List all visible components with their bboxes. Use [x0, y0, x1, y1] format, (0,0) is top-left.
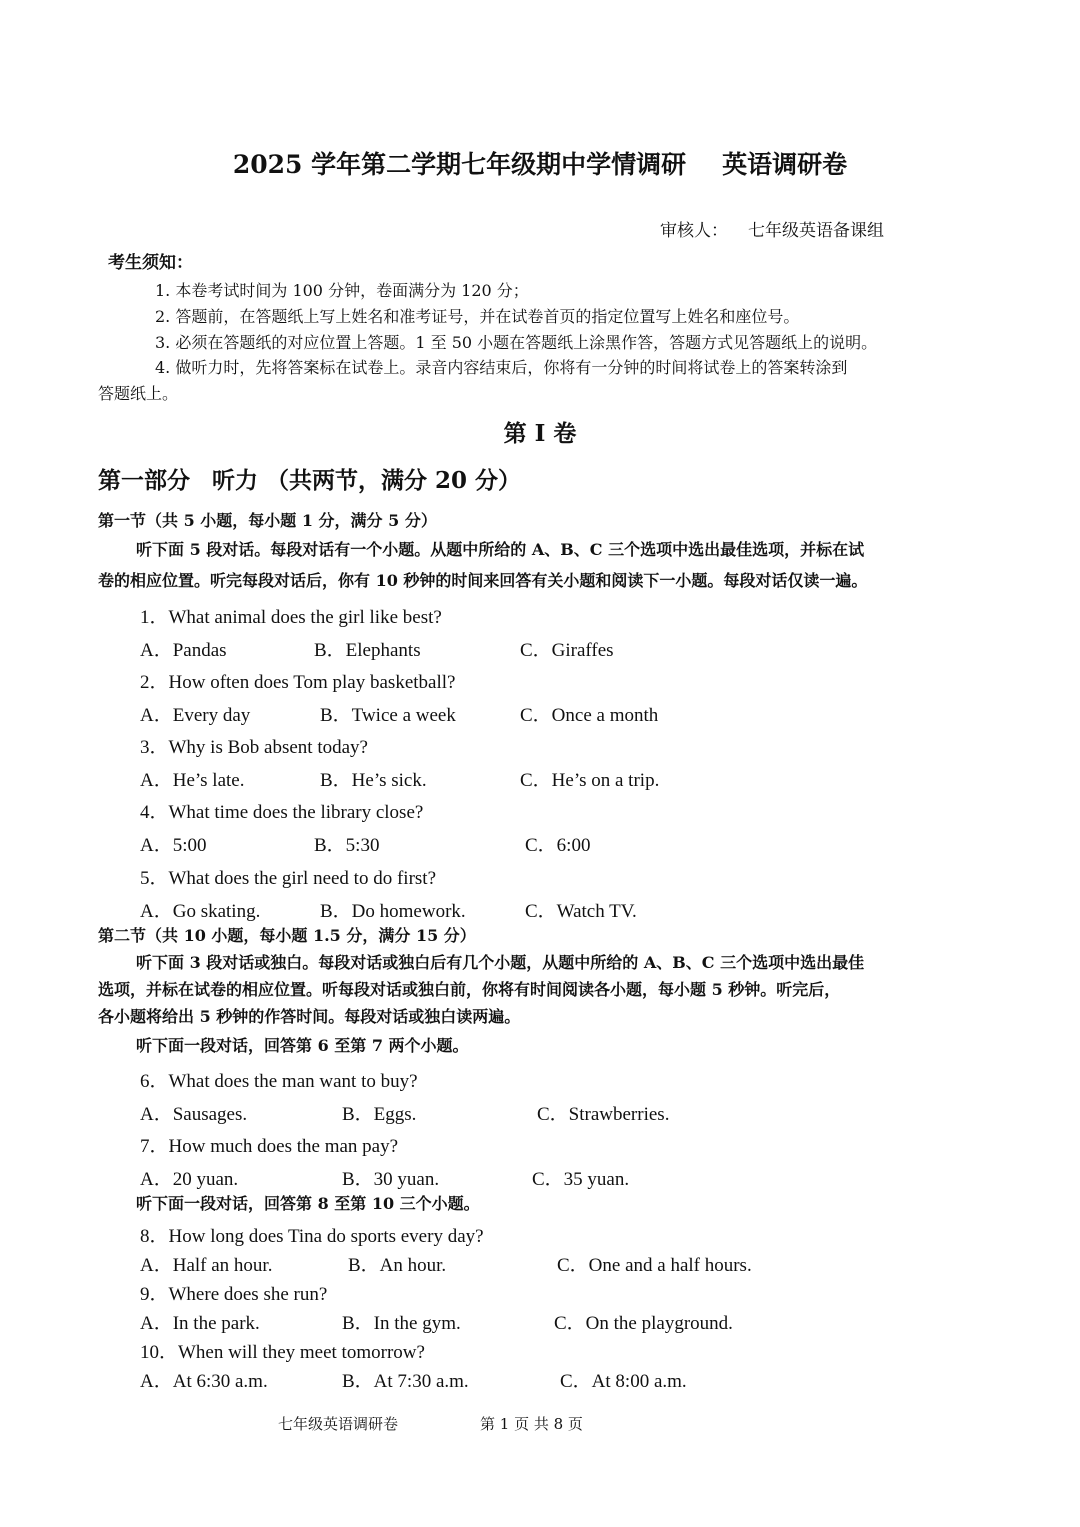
q3-option-a: A．He’s late. [140, 770, 245, 791]
part1-title [98, 462, 521, 495]
notice-item-3: 3. 必须在答题纸的对应位置上答题。1 至 50 小题在答题纸上涂黑作答，答题方式见答题纸上的说明。 [155, 333, 878, 352]
q6-option-a: A．Sausages. [140, 1104, 248, 1125]
q9-option-b: B．In the gym. [342, 1313, 461, 1334]
q7-option-b: B．30 yuan. [342, 1169, 440, 1190]
reviewer-label: 审核人： [660, 221, 728, 241]
q6-option-c: C．Strawberries. [537, 1104, 670, 1125]
q1-option-b: B．Elephants [314, 640, 421, 661]
reviewer-value: 七年级英语备课组 [748, 221, 884, 241]
q7-option-c: C．35 yuan. [532, 1169, 630, 1190]
reviewer-line [660, 216, 884, 241]
section2-dialog-8-10: 听下面一段对话，回答第 8 至第 10 三个小题。 [136, 1194, 480, 1213]
notice-item-4: 4. 做听力时，先将答案标在试卷上。录音内容结束后，你将有一分钟的时间将试卷上的答案转涂到 [155, 358, 848, 377]
section2-instruction-line1: 听下面 3 段对话或独白。每段对话或独白后有几个小题，从题中所给的 A、B、C 三个选项中选出最佳 [136, 953, 865, 972]
q4-option-c: C．6:00 [525, 835, 591, 856]
q2-option-a: A．Every day [140, 705, 251, 726]
exam-title-sub: 英语调研卷 [722, 150, 848, 179]
q1-option-c: C．Giraffes [520, 640, 614, 661]
q1-option-a: A．Pandas [140, 640, 227, 661]
section1-title: 第一节（共 5 小题，每小题 1 分，满分 5 分） [98, 511, 437, 530]
q2-option-b: B．Twice a week [320, 705, 456, 726]
q6-option-b: B．Eggs. [342, 1104, 417, 1125]
notice-item-4-cont: 答题纸上。 [98, 384, 179, 403]
notice-item-2: 2. 答题前，在答题纸上写上姓名和准考证号，并在试卷首页的指定位置写上姓名和座位号。 [155, 307, 800, 326]
q4-option-b: B．5:30 [314, 835, 380, 856]
q5-option-b: B．Do homework. [320, 901, 466, 922]
question-1: 1．What animal does the girl like best? [140, 607, 442, 628]
question-7: 7．How much does the man pay? [140, 1136, 399, 1157]
notice-heading: 考生须知： [108, 253, 193, 273]
section2-dialog-6-7: 听下面一段对话，回答第 6 至第 7 两个小题。 [136, 1036, 469, 1055]
notice-item-1: 1. 本卷考试时间为 100 分钟，卷面满分为 120 分； [155, 281, 529, 300]
question-3: 3．Why is Bob absent today? [140, 737, 368, 758]
part1-subtitle: 听力 （共两节，满分 20 分） [212, 467, 522, 494]
section2-instruction-line3: 各小题将给出 5 秒钟的作答时间。每段对话或独白读两遍。 [98, 1007, 521, 1026]
footer-title: 七年级英语调研卷 [278, 1415, 399, 1433]
q8-option-b: B．An hour. [348, 1255, 447, 1276]
question-8: 8．How long does Tina do sports every day? [140, 1226, 484, 1247]
section2-title: 第二节（共 10 小题，每小题 1.5 分，满分 15 分） [98, 926, 476, 945]
q8-option-c: C．One and a half hours. [557, 1255, 752, 1276]
section1-instruction-line1: 听下面 5 段对话。每段对话有一个小题。从题中所给的 A、B、C 三个选项中选出最佳选项，并标在试 [136, 540, 865, 559]
q3-option-c: C．He’s on a trip. [520, 770, 660, 791]
footer-page-number: 第 1 页 共 8 页 [480, 1415, 583, 1433]
q10-option-a: A．At 6:30 a.m. [140, 1371, 268, 1392]
q5-option-c: C．Watch TV. [525, 901, 637, 922]
question-10: 10．When will they meet tomorrow? [140, 1342, 425, 1363]
part1-name: 第一部分 [98, 467, 190, 494]
q9-option-a: A．In the park. [140, 1313, 260, 1334]
q10-option-b: B．At 7:30 a.m. [342, 1371, 469, 1392]
section2-instruction-line2: 选项，并标在试卷的相应位置。听每段对话或独白前，你将有时间阅读各小题，每小题 5 秒钟。听完后， [98, 980, 841, 999]
q4-option-a: A．5:00 [140, 835, 207, 856]
q10-option-c: C．At 8:00 a.m. [560, 1371, 687, 1392]
section1-instruction-line2: 卷的相应位置。听完每段对话后，你有 10 秒钟的时间来回答有关小题和阅读下一小题。每段对话仅读一遍。 [98, 571, 868, 590]
question-6: 6．What does the man want to buy? [140, 1071, 418, 1092]
q7-option-a: A．20 yuan. [140, 1169, 239, 1190]
question-2: 2．How often does Tom play basketball? [140, 672, 456, 693]
exam-title-main: 2025 学年第二学期七年级期中学情调研 [232, 150, 687, 179]
q5-option-a: A．Go skating. [140, 901, 261, 922]
q9-option-c: C．On the playground. [554, 1313, 733, 1334]
q8-option-a: A．Half an hour. [140, 1255, 273, 1276]
exam-title [0, 145, 1080, 181]
question-5: 5．What does the girl need to do first? [140, 868, 437, 889]
question-9: 9．Where does she run? [140, 1284, 328, 1305]
q3-option-b: B．He’s sick. [320, 770, 427, 791]
q2-option-c: C．Once a month [520, 705, 659, 726]
question-4: 4．What time does the library close? [140, 802, 424, 823]
volume-title: 第 I 卷 [503, 420, 577, 447]
